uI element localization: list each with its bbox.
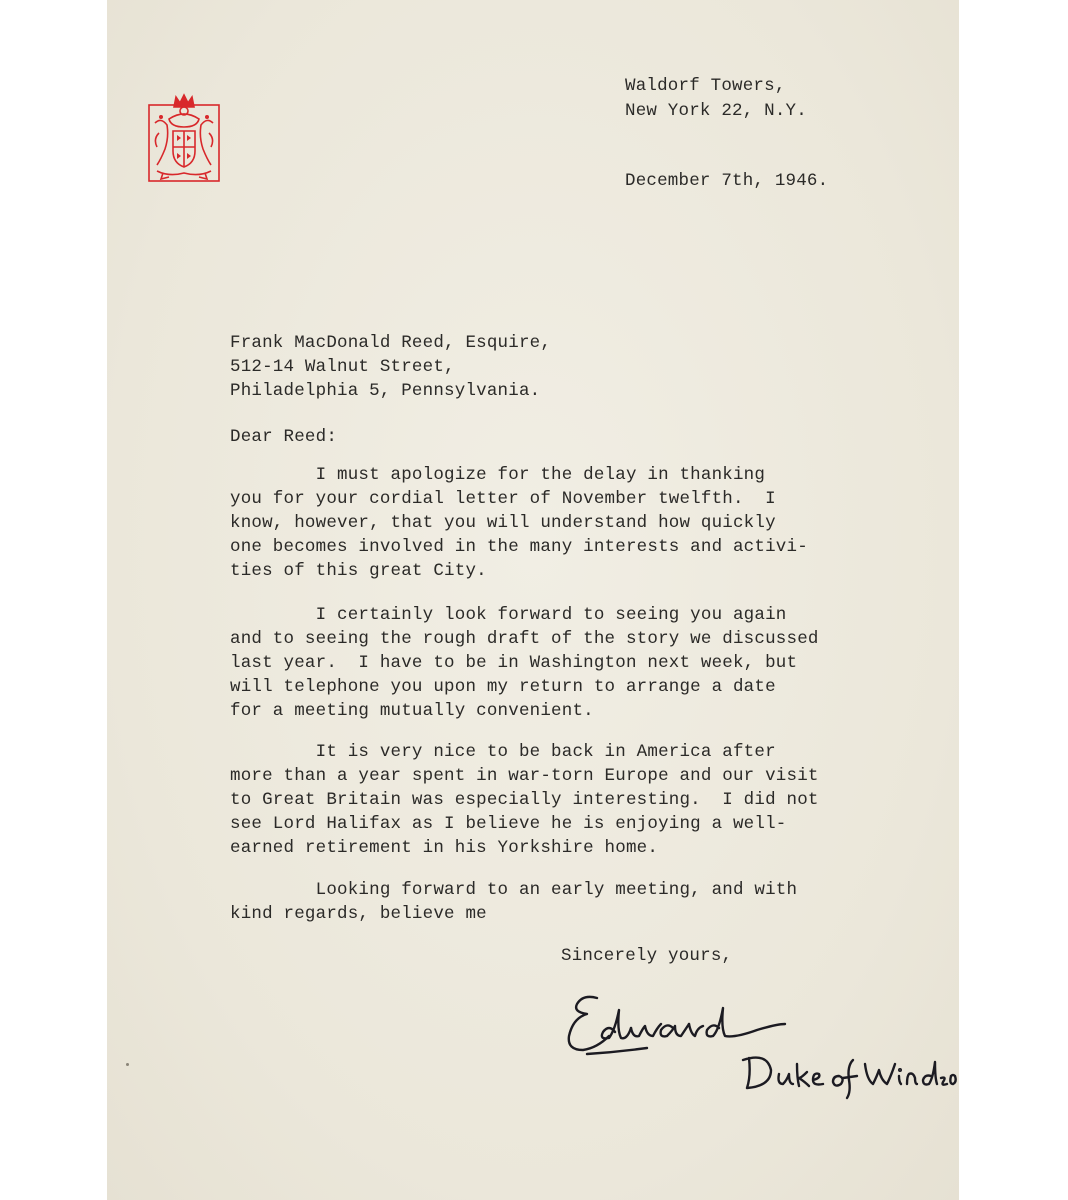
paragraph-line: last year. I have to be in Washington next week, but [230,653,798,673]
recipient-line-1: Frank MacDonald Reed, Esquire, [230,333,552,353]
paragraph-line: I must apologize for the delay in thanking [230,465,766,485]
recipient-line-3: Philadelphia 5, Pennsylvania. [230,381,541,401]
paragraph-2 [230,603,870,723]
paper-speck [126,1063,129,1066]
paragraph-line: you for your cordial letter of November twelfth. I [230,489,776,509]
paragraph-line: ties of this great City. [230,561,487,581]
sender-address-line-1: Waldorf Towers, [625,76,786,96]
royal-coat-of-arms-icon [147,93,221,183]
closing: Sincerely yours, [561,946,733,966]
paragraph-line: see Lord Halifax as I believe he is enjoying a well- [230,814,787,834]
letter-date: December 7th, 1946. [625,171,829,191]
salutation: Dear Reed: [230,427,338,447]
paragraph-line: kind regards, believe me [230,904,487,924]
paragraph-1 [230,463,870,583]
paragraph-4 [230,878,870,926]
paragraph-line: to Great Britain was especially interesting. I did not [230,790,819,810]
paragraph-line: more than a year spent in war-torn Europe and our visit [230,766,819,786]
paragraph-line: and to seeing the rough draft of the story we discussed [230,629,819,649]
paragraph-line: I certainly look forward to seeing you again [230,605,787,625]
letter-page [107,0,959,1200]
paragraph-3 [230,740,870,860]
paragraph-line: one becomes involved in the many interests and activi- [230,537,808,557]
paragraph-line: earned retirement in his Yorkshire home. [230,838,659,858]
paragraph-line: Looking forward to an early meeting, and with [230,880,798,900]
recipient-line-2: 512-14 Walnut Street, [230,357,455,377]
paragraph-line: It is very nice to be back in America after [230,742,776,762]
paragraph-line: will telephone you upon my return to arrange a date [230,677,776,697]
handwritten-signature [557,980,957,1100]
paragraph-line: know, however, that you will understand how quickly [230,513,776,533]
paragraph-line: for a meeting mutually convenient. [230,701,594,721]
sender-address-line-2: New York 22, N.Y. [625,101,807,121]
